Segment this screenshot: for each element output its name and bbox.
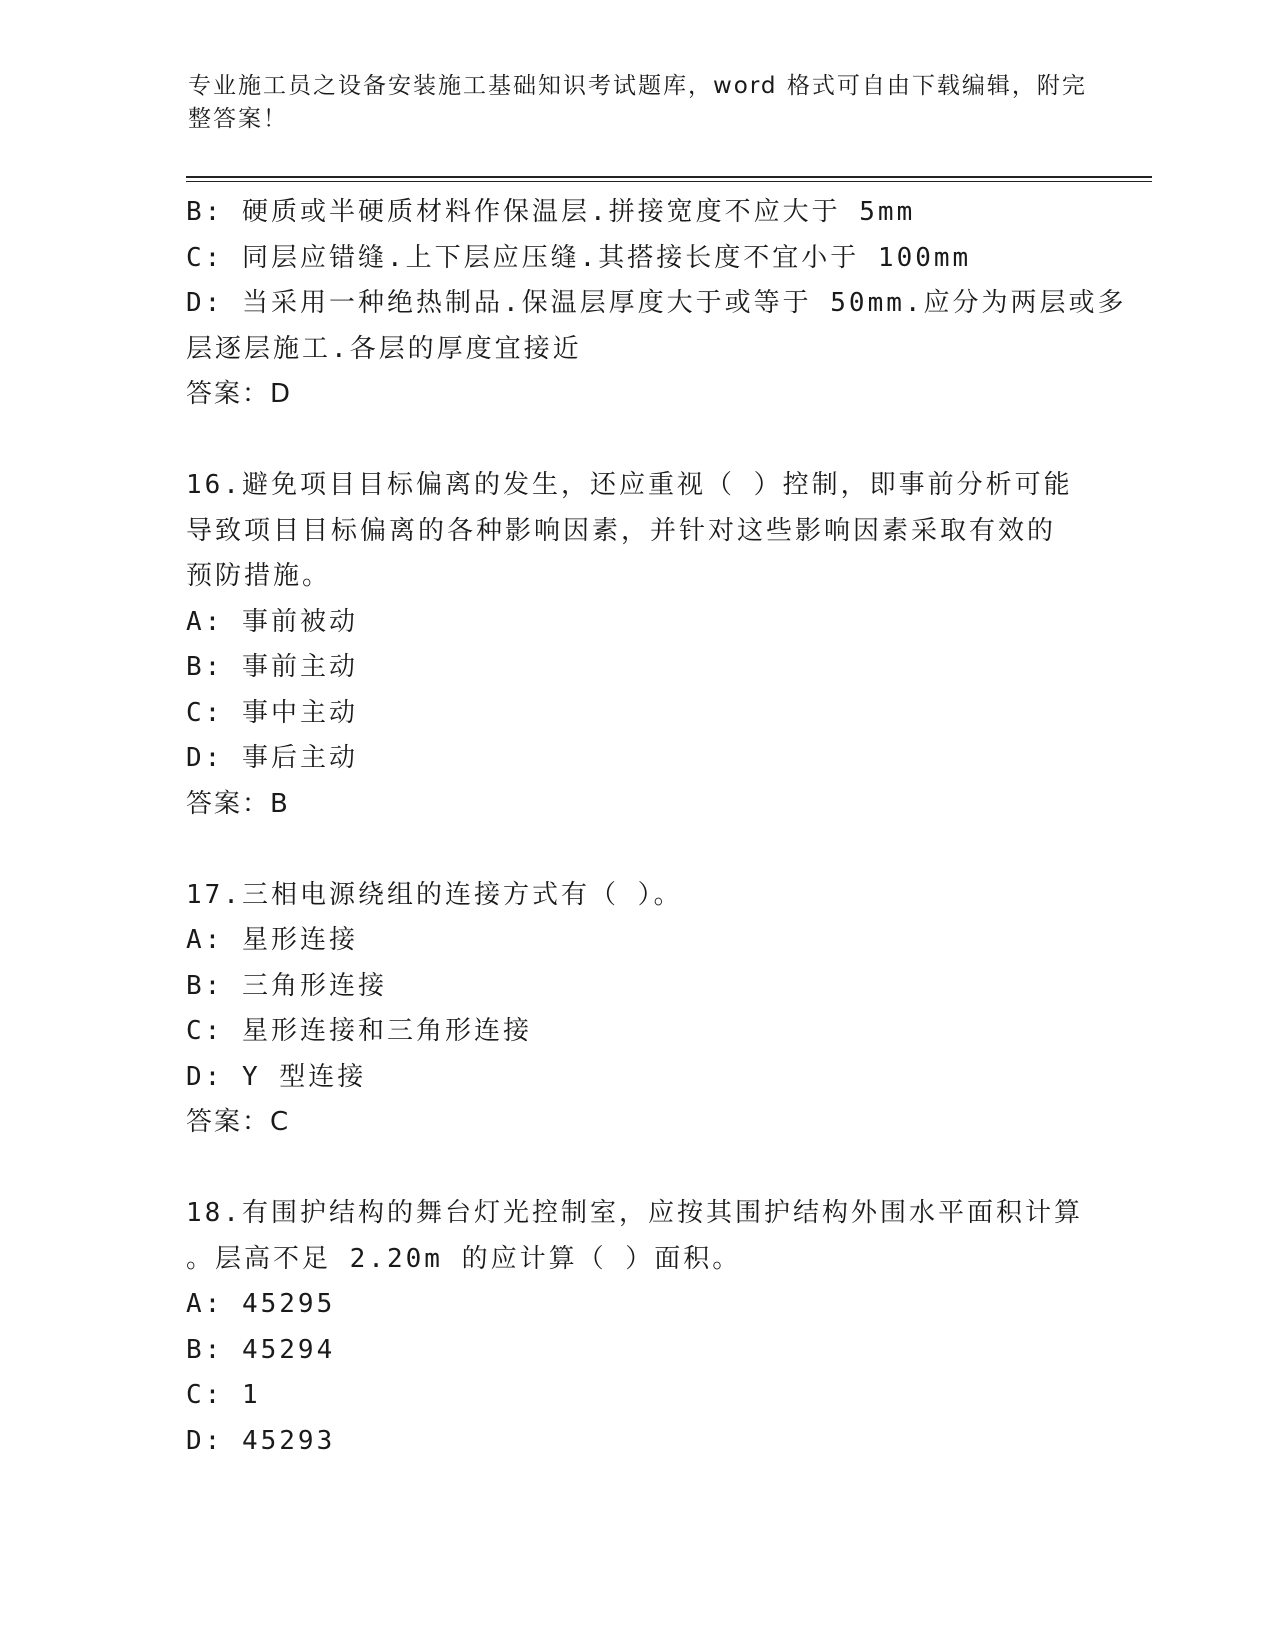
option-d: D: Y 型连接	[186, 1061, 367, 1092]
question-stem-line-2: 。层高不足 2.20m 的应计算（ ）面积。	[186, 1243, 742, 1274]
answer: 答案：B	[186, 788, 290, 819]
header-line-1: 专业施工员之设备安装施工基础知识考试题库，word 格式可自由下载编辑，附完	[188, 73, 1087, 99]
answer: 答案：C	[186, 1107, 291, 1137]
answer: 答案：D	[186, 379, 293, 409]
option-d: D: 事后主动	[186, 743, 358, 773]
header-divider	[186, 176, 1152, 182]
spacer	[186, 1146, 1086, 1192]
option-d-line-2: 层逐层施工.各层的厚度宜接近	[186, 333, 582, 364]
question-16	[186, 463, 1086, 827]
question-stem: 17.三相电源绕组的连接方式有（ ）。	[186, 879, 683, 910]
option-c: C: 星形连接和三角形连接	[186, 1016, 532, 1046]
question-stem-line-3: 预防措施。	[186, 561, 332, 591]
question-15-continued	[186, 190, 1127, 418]
option-b: B: 45294	[186, 1334, 336, 1365]
option-b: B: 事前主动	[186, 652, 358, 682]
spacer	[186, 418, 1086, 464]
question-stem-line-1: 16.避免项目目标偏离的发生，还应重视（ ）控制，即事前分析可能	[186, 470, 1073, 500]
option-a: A: 星形连接	[186, 925, 358, 955]
option-d-line-1: D: 当采用一种绝热制品.保温层厚度大于或等于 50mm.应分为两层或多	[186, 288, 1127, 318]
question-list	[186, 190, 1127, 1464]
option-a: A: 事前被动	[186, 606, 358, 637]
spacer	[186, 827, 1086, 873]
option-b: B: 硬质或半硬质材料作保温层.拼接宽度不应大于 5mm	[186, 197, 916, 227]
document-header	[188, 70, 1088, 136]
option-d: D: 45293	[186, 1425, 336, 1456]
option-a: A: 45295	[186, 1289, 336, 1319]
option-c: C: 1	[186, 1380, 261, 1410]
option-b: B: 三角形连接	[186, 970, 387, 1001]
question-stem-line-2: 导致项目目标偏离的各种影响因素，并针对这些影响因素采取有效的	[186, 515, 1057, 546]
header-line-2: 整答案！	[188, 106, 288, 132]
question-stem-line-1: 18.有围护结构的舞台灯光控制室，应按其围护结构外围水平面积计算	[186, 1198, 1083, 1228]
question-18	[186, 1191, 1086, 1464]
option-c: C: 事中主动	[186, 697, 358, 728]
option-c: C: 同层应错缝.上下层应压缝.其搭接长度不宜小于 100mm	[186, 242, 972, 273]
question-17	[186, 873, 1086, 1146]
